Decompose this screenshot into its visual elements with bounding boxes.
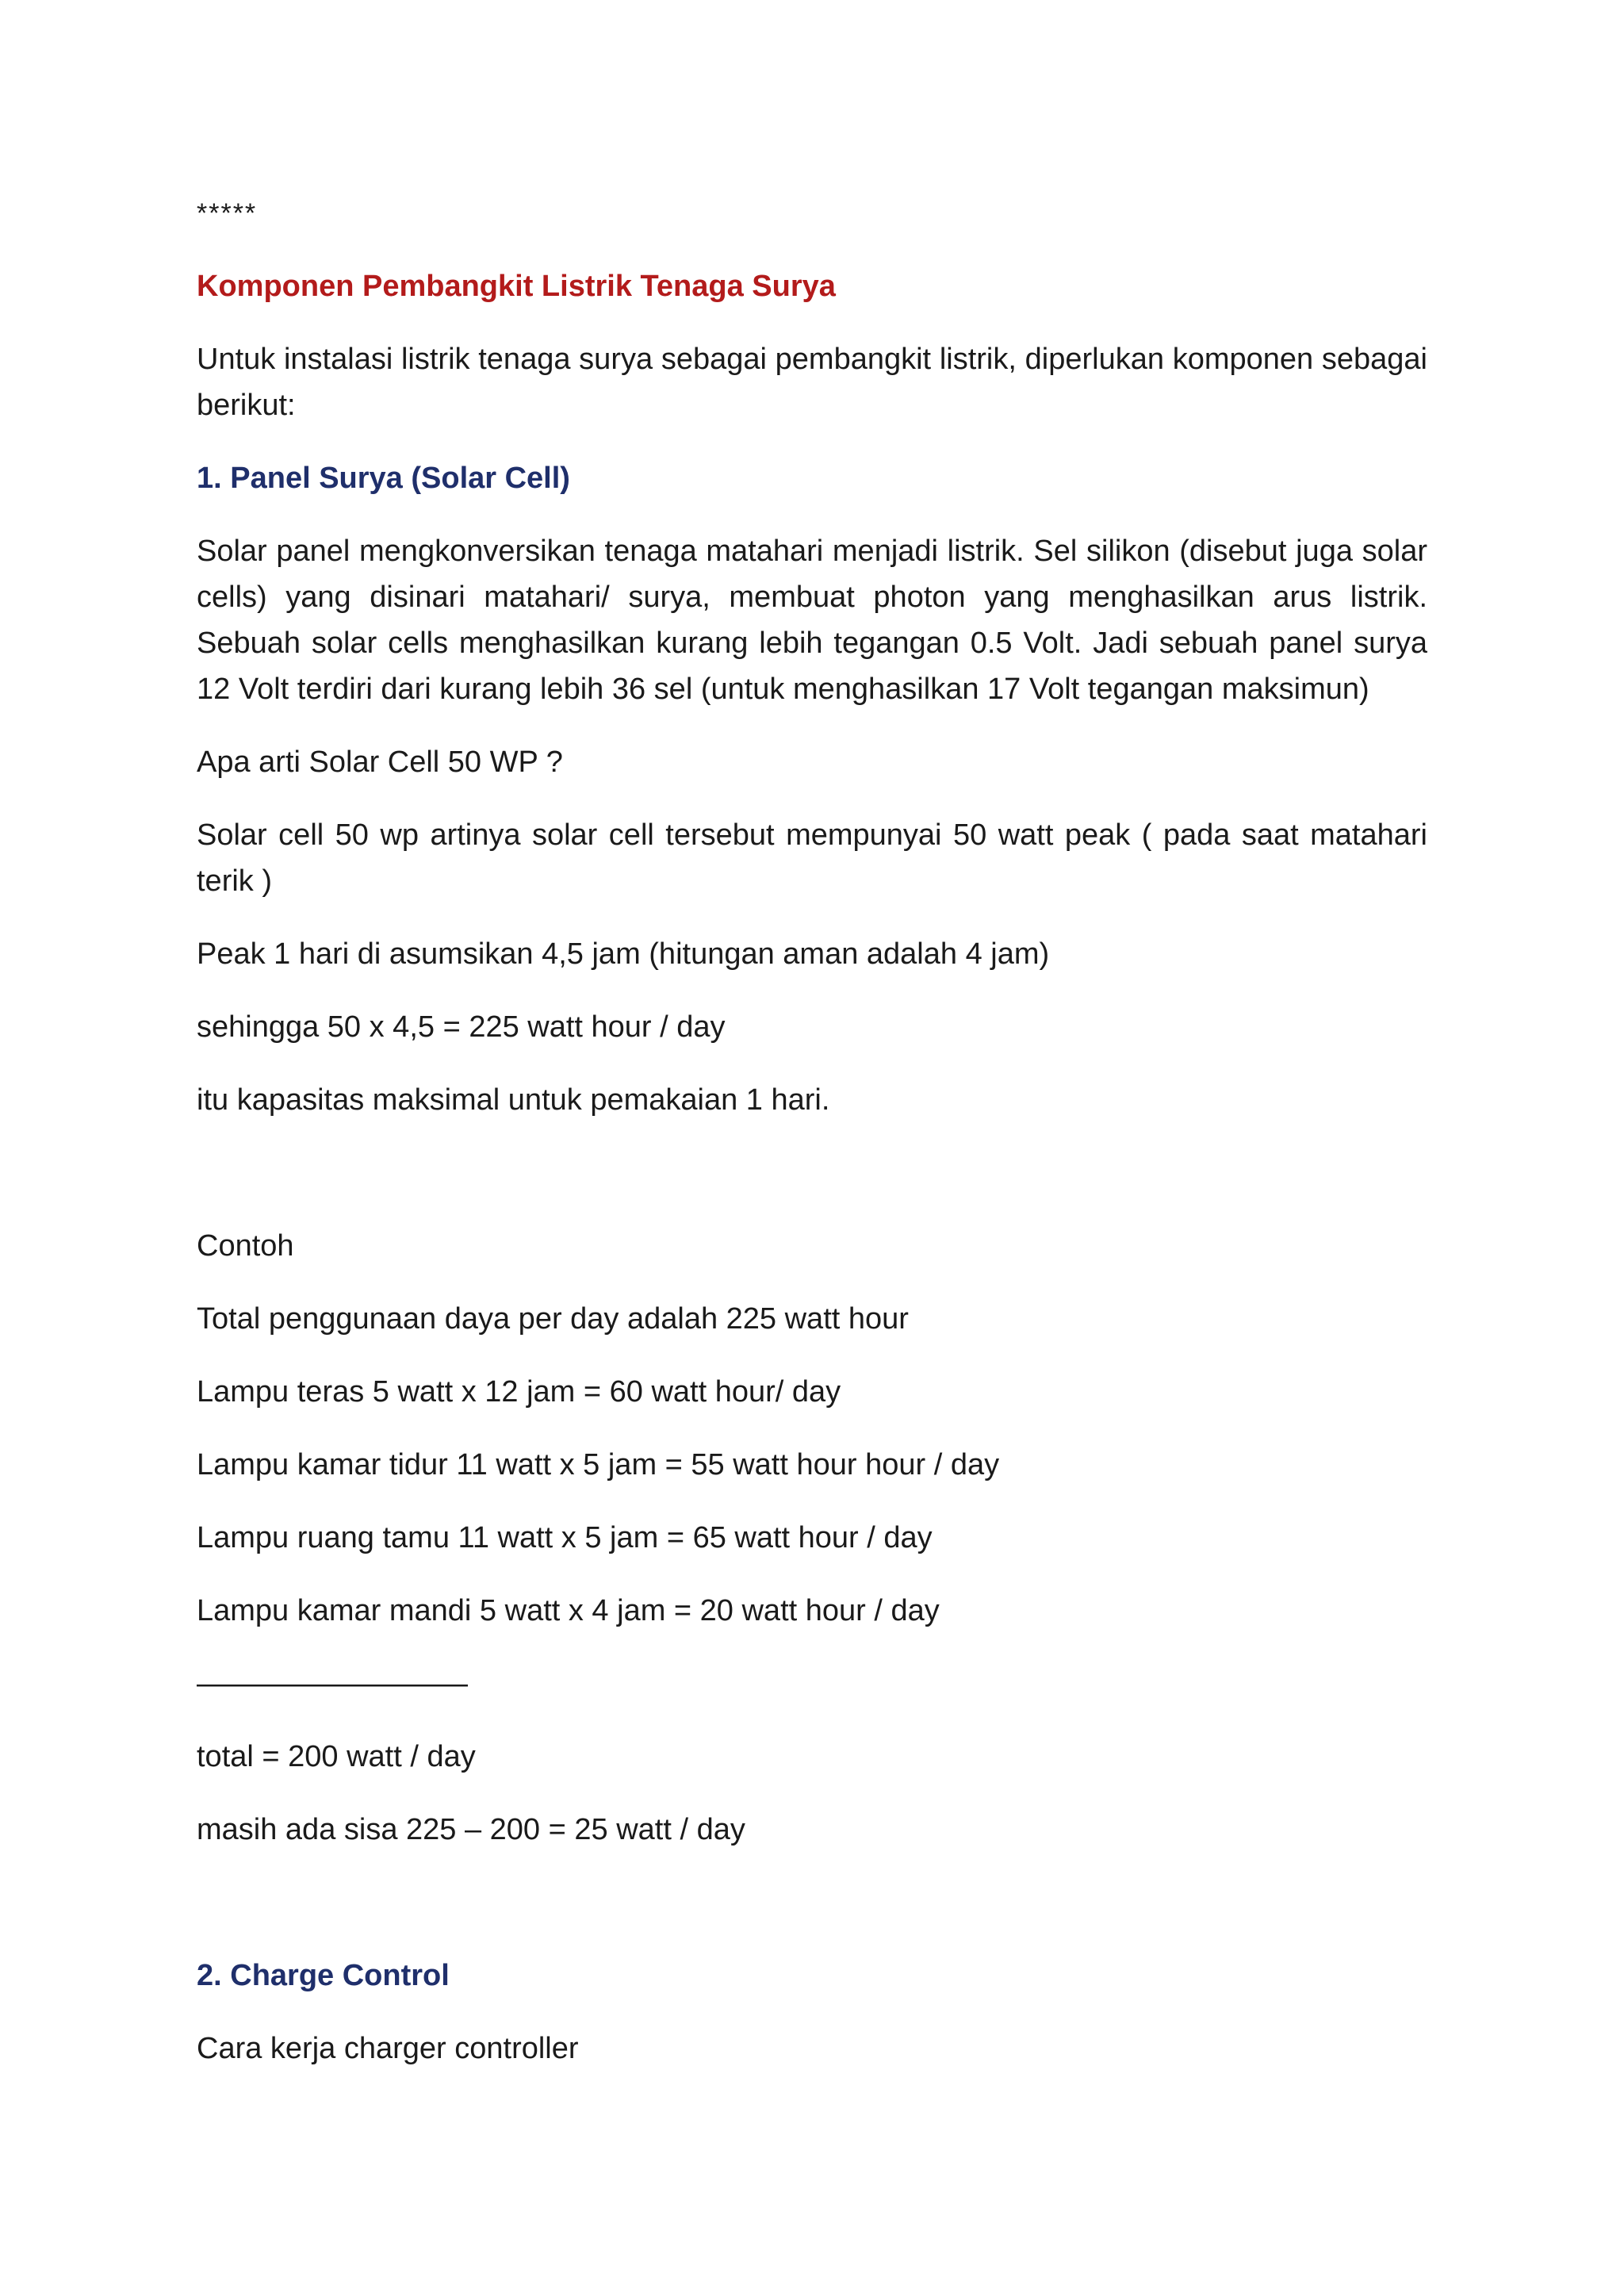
total-line: total = 200 watt / day — [197, 1740, 476, 1773]
example-line: Lampu ruang tamu 11 watt x 5 jam = 65 watt hour / day — [197, 1521, 933, 1554]
section2-line: Cara kerja charger controller — [197, 2032, 579, 2065]
stars-separator: ***** — [197, 198, 258, 228]
capacity-note: itu kapasitas maksimal untuk pemakaian 1 hari. — [197, 1083, 830, 1117]
peak-calculation: sehingga 50 x 4,5 = 225 watt hour / day — [197, 1010, 726, 1044]
section2-heading: 2. Charge Control — [197, 1959, 450, 1992]
section1-paragraph: Solar panel mengkonversikan tenaga matahari menjadi listrik. Sel silikon (disebut juga solar cells) yang disinari matahari/ surya, membuat photon yang menghasilkan arus listrik. Sebuah solar cells menghasilkan kurang lebih tegangan 0.5 Volt. Jadi sebuah panel surya 12 Volt terdiri dari kurang lebih 36 sel (untuk menghasilkan 17 Volt tegangan maksimun) — [197, 535, 1427, 706]
solar-cell-question: Apa arti Solar Cell 50 WP ? — [197, 746, 563, 779]
main-heading: Komponen Pembangkit Listrik Tenaga Surya — [197, 270, 836, 303]
solar-cell-answer: Solar cell 50 wp artinya solar cell tersebut mempunyai 50 watt peak ( pada saat matahari terik ) — [197, 818, 1427, 898]
document-page — [197, 190, 1427, 2072]
section1-heading: 1. Panel Surya (Solar Cell) — [197, 462, 570, 495]
peak-assumption: Peak 1 hari di asumsikan 4,5 jam (hitungan aman adalah 4 jam) — [197, 937, 1050, 971]
example-label: Contoh — [197, 1229, 294, 1263]
example-line: Lampu kamar mandi 5 watt x 4 jam = 20 watt hour / day — [197, 1594, 940, 1627]
intro-paragraph: Untuk instalasi listrik tenaga surya sebagai pembangkit listrik, diperlukan komponen sebagai berikut: — [197, 343, 1427, 422]
sum-rule: ————————— — [197, 1667, 468, 1700]
remaining-line: masih ada sisa 225 – 200 = 25 watt / day — [197, 1813, 745, 1846]
example-line: Lampu kamar tidur 11 watt x 5 jam = 55 watt hour hour / day — [197, 1448, 1000, 1481]
example-line: Lampu teras 5 watt x 12 jam = 60 watt hour/ day — [197, 1375, 841, 1409]
example-line: Total penggunaan daya per day adalah 225 watt hour — [197, 1302, 909, 1336]
